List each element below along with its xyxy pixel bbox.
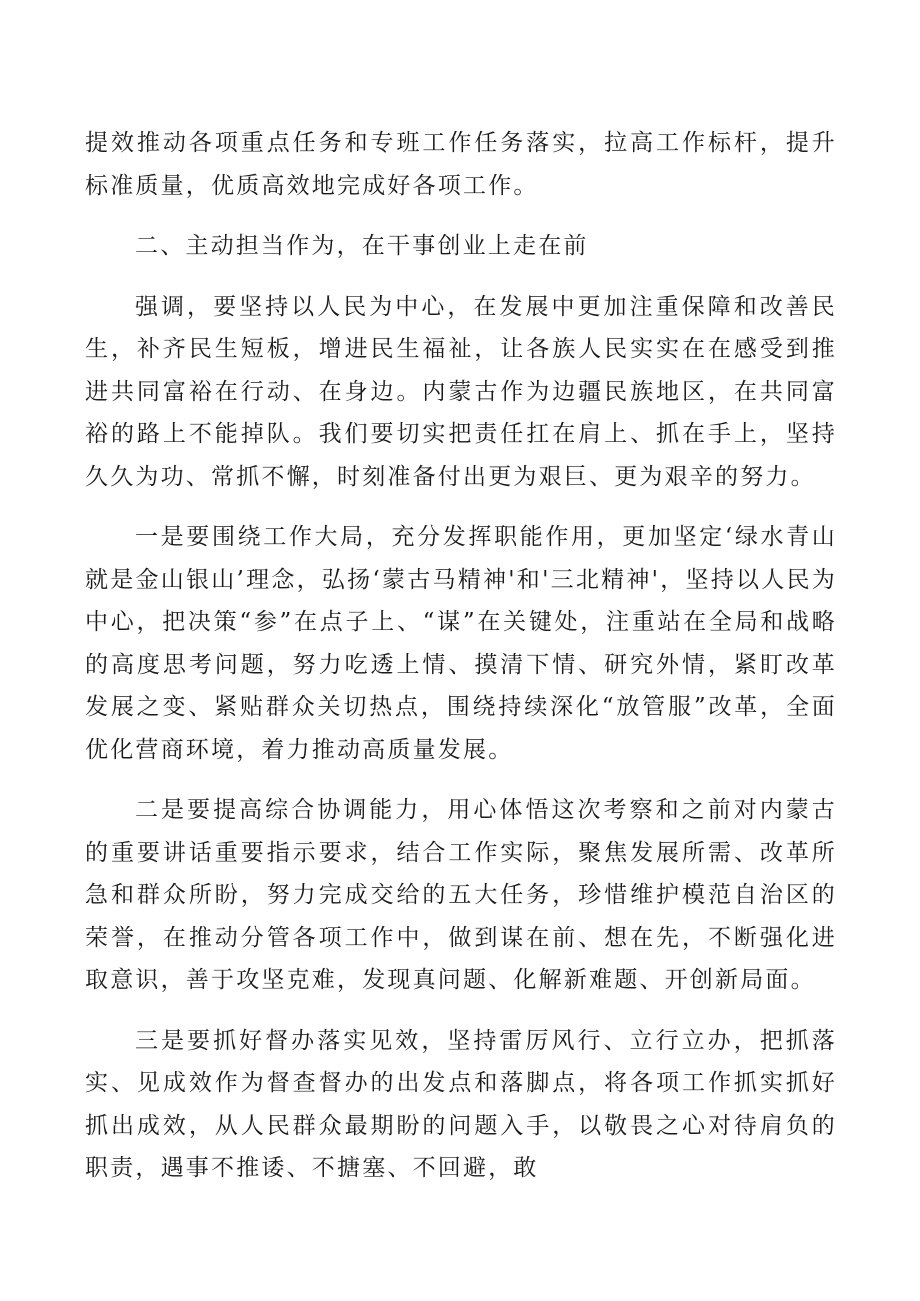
- paragraph-continuation: 提效推动各项重点任务和专班工作任务落实，拉高工作标杆，提升标准质量，优质高效地完成好各项工作。: [85, 130, 837, 199]
- paragraph: 一是要围绕工作大局，充分发挥职能作用，更加坚定‘绿水青山就是金山银山’理念，弘扬‘蒙古马精神'和'三北精神'，坚持以人民为中心，把决策“参”在点子上、“谋”在关键处，注重站在全局和战略的高度思考问题，努力吃透上情、摸清下情、研究外情，紧盯改革发展之变、紧贴群众关切热点，围绕持续深化“放管服”改革，全面优化营商环境，着力推动高质量发展。: [85, 524, 837, 763]
- paragraph: 强调，要坚持以人民为中心，在发展中更加注重保障和改善民生，补齐民生短板，增进民生福祉，让各族人民实实在在感受到推进共同富裕在行动、在身边。内蒙古作为边疆民族地区，在共同富裕的路上不能掉队。我们要切实把责任扛在肩上、抓在手上，坚持久久为功、常抓不懈，时刻准备付出更为艰巨、更为艰辛的努力。: [85, 293, 837, 490]
- paragraph: 三是要抓好督办落实见效，坚持雷厉风行、立行立办，把抓落实、见成效作为督查督办的出发点和落脚点，将各项工作抓实抓好抓出成效，从人民群众最期盼的问题入手，以敬畏之心对待肩负的职责，遇事不推诿、不搪塞、不回避，敢: [85, 1027, 837, 1181]
- section-heading: 二、主动担当作为，在干事创业上走在前: [135, 233, 589, 259]
- document-body: [85, 122, 837, 1190]
- paragraph: 二是要提高综合协调能力，用心体悟这次考察和之前对内蒙古的重要讲话重要指示要求，结合工作实际，聚焦发展所需、改革所急和群众所盼，努力完成交给的五大任务，珍惜维护模范自治区的荣誉，在推动分管各项工作中，做到谋在前、想在先，不断强化进取意识，善于攻坚克难，发现真问题、化解新难题、开创新局面。: [85, 797, 837, 993]
